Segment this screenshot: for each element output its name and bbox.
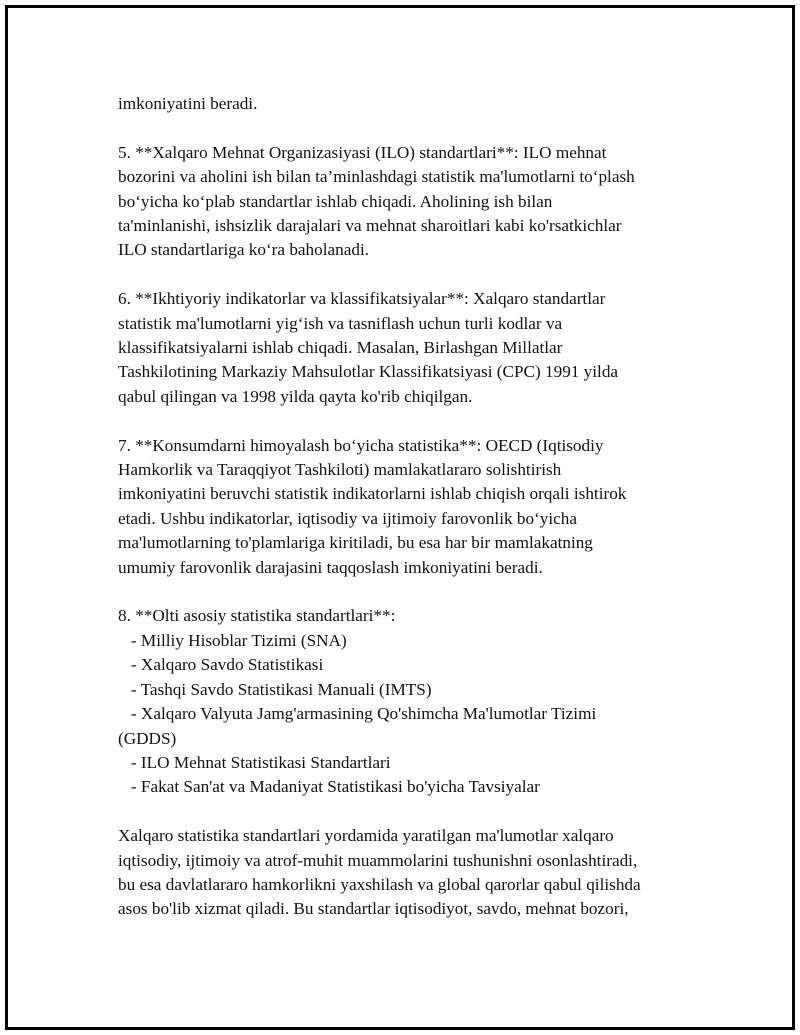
paragraph-1 — [118, 92, 693, 116]
paragraph-5 — [118, 604, 693, 799]
text-line: bo‘yicha ko‘plab standartlar ishlab chiqadi. Aholining ish bilan — [118, 191, 553, 211]
text-line: - Fakat San'at va Madaniyat Statistikasi bo'yicha Tavsiyalar — [118, 777, 540, 797]
text-line: - Milliy Hisoblar Tizimi (SNA) — [118, 630, 347, 650]
paragraph-3 — [118, 287, 693, 409]
text-line: Xalqaro statistika standartlari yordamida yaratilgan ma'lumotlar xalqaro — [118, 826, 614, 846]
text-line: Tashkilotining Markaziy Mahsulotlar Klassifikatsiyasi (CPC) 1991 yilda — [118, 362, 619, 382]
text-line: ma'lumotlarning to'plamlariga kiritiladi, bu esa har bir mamlakatning — [118, 533, 593, 553]
document-body — [118, 92, 693, 946]
text-line: - Xalqaro Savdo Statistikasi — [118, 655, 324, 675]
text-line: iqtisodiy, ijtimoiy va atrof-muhit muammolarini tushunishni osonlashtiradi, — [118, 850, 638, 870]
text-line: - ILO Mehnat Statistikasi Standartlari — [118, 752, 391, 772]
text-line: umumiy farovonlik darajasini taqqoslash imkoniyatini beradi. — [118, 557, 543, 577]
text-line: - Xalqaro Valyuta Jamg'armasining Qo'shimcha Ma'lumotlar Tizimi — [118, 704, 597, 724]
paragraph-4 — [118, 434, 693, 580]
text-line: Hamkorlik va Taraqqiyot Tashkiloti) mamlakatlararo solishtirish — [118, 460, 562, 480]
text-line: ta'minlanishi, ishsizlik darajalari va mehnat sharoitlari kabi ko'rsatkichlar — [118, 216, 622, 236]
text-line: klassifikatsiyalarni ishlab chiqadi. Masalan, Birlashgan Millatlar — [118, 338, 563, 358]
paragraph-6 — [118, 824, 693, 922]
text-line: ILO standartlariga ko‘ra baholanadi. — [118, 240, 370, 260]
text-line: 8. **Olti asosiy statistika standartlari**: — [118, 606, 396, 626]
text-line: bozorini va aholini ish bilan ta’minlashdagi statistik ma'lumotlarni to‘plash — [118, 167, 635, 187]
text-line: - Tashqi Savdo Statistikasi Manuali (IMTS) — [118, 679, 432, 699]
text-line: statistik ma'lumotlarni yig‘ish va tasniflash uchun turli kodlar va — [118, 313, 563, 333]
text-line: etadi. Ushbu indikatorlar, iqtisodiy va ijtimoiy farovonlik bo‘yicha — [118, 508, 577, 528]
text-line: 5. **Xalqaro Mehnat Organizasiyasi (ILO) standartlari**: ILO mehnat — [118, 142, 607, 162]
text-line: qabul qilingan va 1998 yilda qayta ko'rib chiqilgan. — [118, 386, 473, 406]
text-line: 7. **Konsumdarni himoyalash bo‘yicha statistika**: OECD (Iqtisodiy — [118, 435, 604, 455]
text-line: bu esa davlatlararo hamkorlikni yaxshilash va global qarorlar qabul qilishda — [118, 874, 641, 894]
text-line: imkoniyatini beruvchi statistik indikatorlarni ishlab chiqish orqali ishtirok — [118, 484, 627, 504]
text-line: imkoniyatini beradi. — [118, 94, 258, 113]
paragraph-2 — [118, 141, 693, 263]
text-line: (GDDS) — [118, 728, 177, 748]
text-line: 6. **Ikhtiyoriy indikatorlar va klassifikatsiyalar**: Xalqaro standartlar — [118, 289, 606, 309]
text-line: asos bo'lib xizmat qiladi. Bu standartlar iqtisodiyot, savdo, mehnat bozori, — [118, 899, 629, 919]
